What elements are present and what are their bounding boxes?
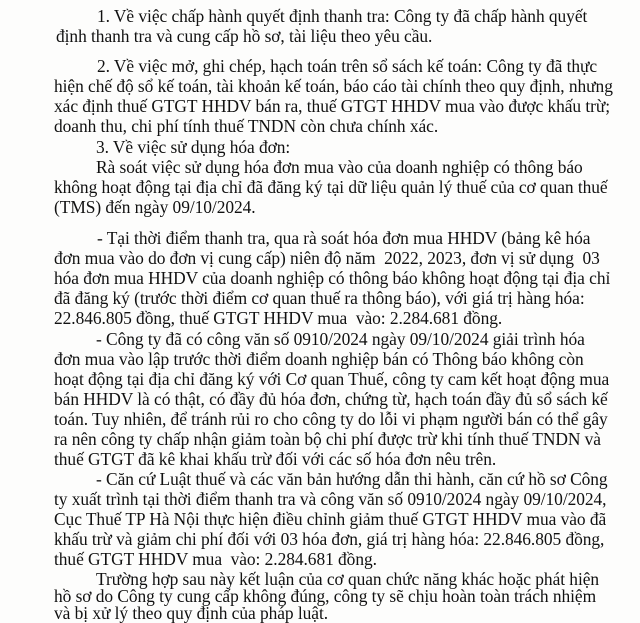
text-line: định thanh tra và cung cấp hồ sơ, tài liệu theo yêu cầu. xyxy=(56,26,433,46)
text-line: - Căn cứ Luật thuế và các văn bản hướng dẫn thi hành, căn cứ hồ sơ Công xyxy=(96,469,608,489)
text-line: hiện chế độ sổ kế toán, tài khoản kế toán, báo cáo tài chính theo quy định, nhưng xyxy=(54,76,613,96)
text-line: thuế GTGT HHDV mua vào: 2.284.681 đồng. xyxy=(54,549,377,569)
text-line: ra nên công ty chấp nhận giảm toàn bộ chi phí được trừ khi tính thuế TNDN và xyxy=(54,429,601,449)
text-line: hoạt động tại địa chỉ đăng ký với Cơ quan Thuế, công ty cam kết hoạt động mua xyxy=(54,369,610,389)
text-line: 3. Về việc sử dụng hóa đơn: xyxy=(96,137,291,157)
text-line: 2. Về việc mở, ghi chép, hạch toán trên sổ sách kế toán: Công ty đã thực xyxy=(97,56,598,76)
text-line: khấu trừ và giảm chi phí đối với 03 hóa đơn, giá trị hàng hóa: 22.846.805 đồng, xyxy=(54,529,605,549)
text-line: xác định thuế GTGT HHDV bán ra, thuế GTGT HHDV mua vào được khấu trừ; xyxy=(54,96,611,116)
text-line: không hoạt động tại địa chỉ đã đăng ký tại dữ liệu quản lý thuế của cơ quan thuế xyxy=(54,177,608,197)
text-line: đã đăng ký (trước thời điểm cơ quan thuế ra thông báo), với giá trị hàng hóa: xyxy=(54,288,585,308)
text-line: - Tại thời điểm thanh tra, qua rà soát hóa đơn mua HHDV (bảng kê hóa xyxy=(97,228,591,248)
text-line: Cục Thuế TP Hà Nội thực hiện điều chỉnh giảm thuế GTGT HHDV mua vào đã xyxy=(54,509,607,529)
text-line: hóa đơn mua HHDV của doanh nghiệp có thông báo không hoạt động tại địa chỉ xyxy=(54,268,611,288)
text-line: - Công ty đã có công văn số 0910/2024 ngày 09/10/2024 giải trình hóa xyxy=(96,329,585,349)
text-line: Trường hợp sau này kết luận của cơ quan chức năng khác hoặc phát hiện xyxy=(96,569,600,589)
text-line: và bị xử lý theo quy định của pháp luật. xyxy=(54,603,329,623)
text-line: toán. Tuy nhiên, để tránh rủi ro cho công ty do lỗi vi phạm người bán có thể gây xyxy=(54,409,608,429)
text-line: doanh thu, chi phí tính thuế TNDN còn chưa chính xác. xyxy=(54,116,439,136)
text-line: (TMS) đến ngày 09/10/2024. xyxy=(54,197,256,217)
text-line: ty xuất trình tại thời điểm thanh tra và công văn số 0910/2024 ngày 09/10/2024, xyxy=(54,489,607,509)
text-line: 22.846.805 đồng, thuế GTGT HHDV mua vào: 2.284.681 đồng. xyxy=(54,308,503,328)
text-line: Rà soát việc sử dụng hóa đơn mua vào của doanh nghiệp có thông báo xyxy=(96,157,583,177)
text-line: đơn mua vào do đơn vị cung cấp) niên độ năm 2022, 2023, đơn vị sử dụng 03 xyxy=(54,248,600,268)
text-line: 1. Về việc chấp hành quyết định thanh tra: Công ty đã chấp hành quyết xyxy=(97,6,588,26)
text-line: thuế GTGT đã kê khai khấu trừ đối với các số hóa đơn nêu trên. xyxy=(54,449,497,469)
text-line: hồ sơ do Công ty cung cấp không đúng, công ty sẽ chịu hoàn toàn trách nhiệm xyxy=(54,586,597,606)
text-line: bán HHDV là có thật, có đầy đủ hóa đơn, chứng từ, hạch toán đầy đủ sổ sách kế xyxy=(54,389,608,409)
text-line: đơn mua vào lập trước thời điểm doanh nghiệp bán có Thông báo không còn xyxy=(54,349,584,369)
